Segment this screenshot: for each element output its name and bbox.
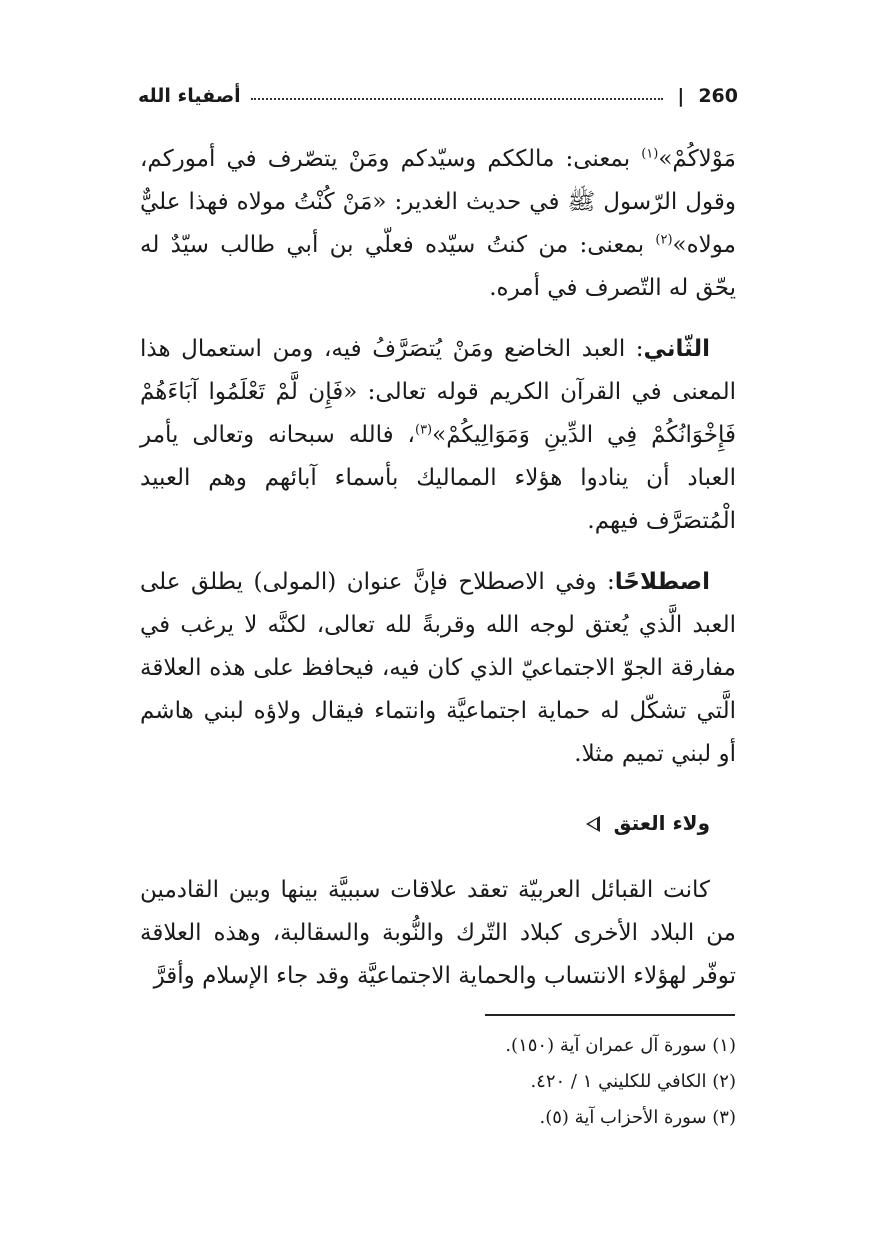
footnote-1: (١) سورة آل عمران آية (١٥٠). (505, 1035, 736, 1056)
section-heading-text: ولاء العتق (613, 811, 710, 835)
paragraph-1 (140, 138, 736, 310)
footnote-ref-2: (٢) (655, 232, 673, 248)
footnote-2: (٢) الكافي للكليني ١ / ٤٢٠. (530, 1071, 736, 1092)
footnote-rule (485, 1014, 735, 1016)
page-number: 260 (698, 85, 738, 107)
triangle-marker-icon (586, 816, 600, 832)
footnote-3: (٣) سورة الأحزاب آية (٥). (539, 1107, 736, 1128)
p2-text-1: : العبد الخاضع ومَنْ يُتصَرَّفُ فيه، ومن استعمال هذا المعنى في القرآن الكريم قوله تعالى: «فَإِن لَّمْ تَعْلَمُوا آبَاءَهُمْ فَإِخْوَانُكُمْ فِي الدِّينِ وَمَوَالِيكُمْ» (140, 336, 736, 448)
paragraph-4: كانت القبائل العربيّة تعقد علاقات سببيَّة بينها وبين القادمين من البلاد الأخرى كبلاد التّرك والنُّوبة والسقالبة، وهذه العلاقة توفّر لهؤلاء الانتساب والحماية الاجتماعيَّة وقد جاء الإسلام وأقرَّ (140, 877, 736, 989)
book-title: أصفياء الله (138, 85, 241, 107)
p2-text-2: ، فالله سبحانه وتعالى يأمر العباد أن ينادوا هؤلاء المماليك بأسماء آبائهم وهم العبيد الْمُتصَرَّف فيهم. (140, 422, 736, 534)
p3-lead: اصطلاحًا (614, 569, 710, 595)
page-body (140, 138, 736, 998)
paragraph-3 (140, 561, 736, 776)
p1-text-2: بمعنى: مالككم وسيّدكم ومَنْ يتصّرف في أموركم، وقول الرّسول ﷺ في حديث الغدير: «مَنْ كُنْتُ مولاه فهذا عليٌّ مولاه» (140, 146, 736, 258)
header-separator: | (677, 85, 685, 107)
footnote-ref-1: (١) (641, 146, 659, 162)
footnote-ref-3: (٣) (414, 422, 433, 438)
section-heading (140, 802, 736, 845)
p1-text-3: بمعنى: من كنتُ سيّده فعلّي بن أبي طالب سيّدٌ له يحّق له التّصرف في أمره. (140, 232, 736, 301)
p2-lead: الثّاني (643, 336, 710, 362)
page-header (138, 78, 738, 114)
header-dotted-leader (251, 88, 664, 100)
p1-text-1: مَوْلاكُمْ» (658, 146, 736, 172)
footnotes (380, 1028, 736, 1136)
p3-text: : وفي الاصطلاح فإنَّ عنوان (المولى) يطلق على العبد الَّذي يُعتق لوجه الله وقربةً لله تعالى، لكنَّه لا يرغب في مفارقة الجوّ الاجتماعيّ الذي كان فيه، فيحافظ على هذه العلاقة الَّتي تشكّل له حماية اجتماعيَّة وانتماء فيقال ولاؤه لبني هاشم أو لبني تميم مثلا. (140, 569, 736, 767)
paragraph-2 (140, 328, 736, 543)
